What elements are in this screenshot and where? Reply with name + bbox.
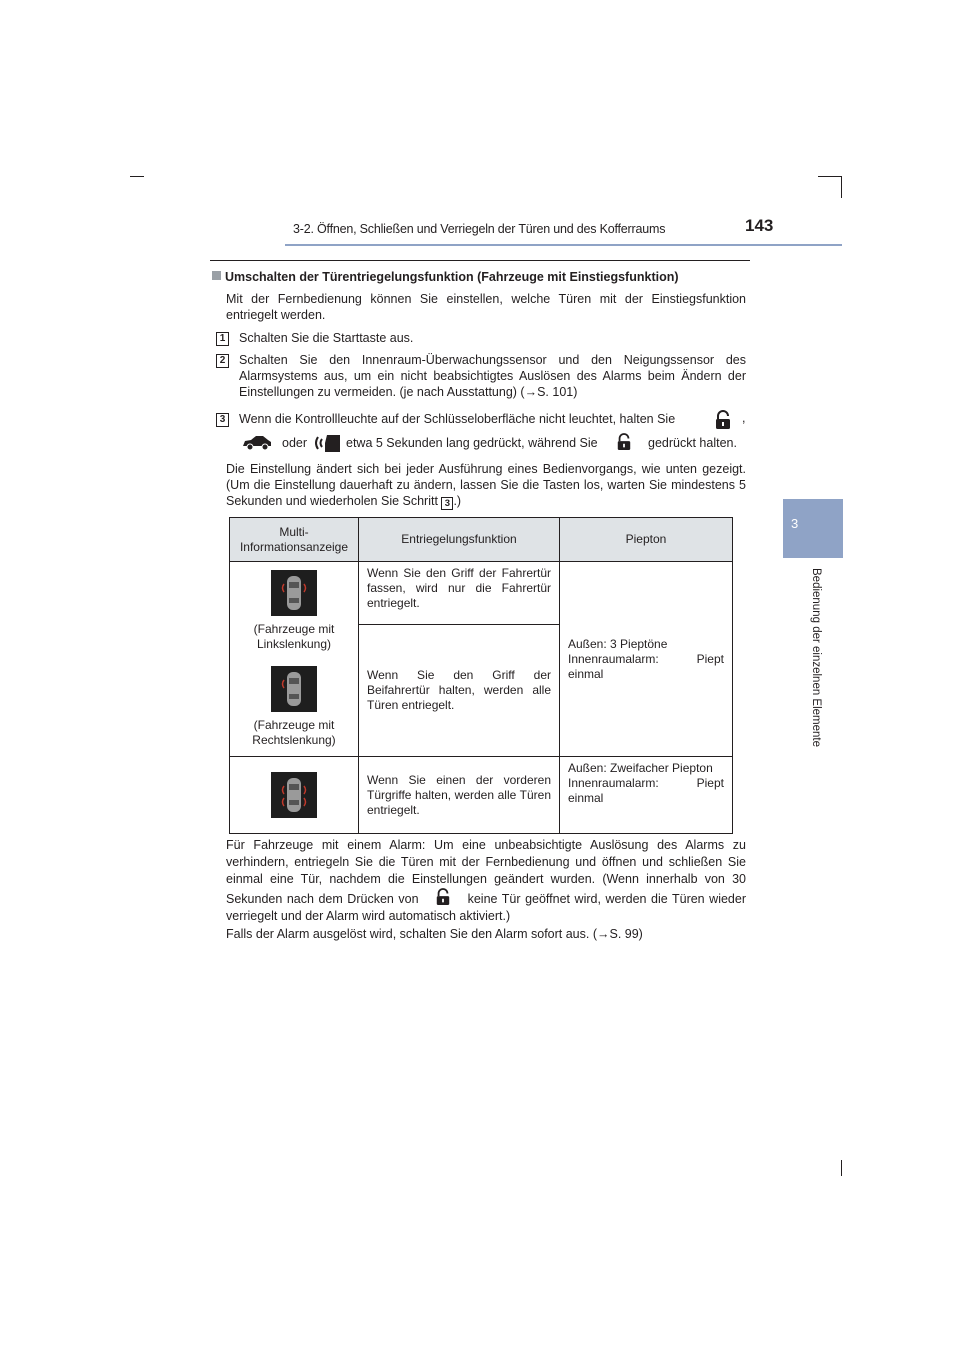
table-row [230,562,733,625]
step-number-1: 1 [216,332,229,346]
door-signal-icon [312,433,342,453]
beep-inside: Innenraumalarm: Piept einmal [568,776,724,805]
step-3-line2-end: gedrückt halten. [648,436,737,450]
setting-change-text-end: .) [453,494,462,508]
header-beep: Piepton [560,518,733,562]
function-front-doors: Wenn Sie einen der vorderen Türgriffe halten, werden alle Türen entriegelt. [359,757,560,834]
section-heading-text: Umschalten der Türentriegelungsfunktion (Fahrzeuge mit Einstiegsfunktion) [225,270,679,284]
beep-inside: Innenraumalarm: Piept einmal [568,651,724,681]
step-number-2: 2 [216,354,229,368]
section-heading [212,270,679,284]
step-number-3: 3 [216,413,229,427]
car-door-display-icon [271,570,317,616]
step-3-comma: , [742,411,746,425]
setting-change-text: Die Einstellung ändert sich bei jeder Ausführung eines Bedienvorgangs, wie unten gezeigt. (Um die Einstellung dauerhaft zu ändern, lassen Sie die Tasten los, warten Sie mindestens 5 Sekunden und wiederholen Sie Schritt [226,462,746,508]
lock-icon [714,410,732,430]
function-driver-door: Wenn Sie den Griff der Fahrertür fassen, wird nur die Fahrertür entriegelt. [359,562,560,625]
step-3-line2: etwa 5 Sekunden lang gedrückt, während Sie [346,436,598,450]
beep-cell-row2 [560,757,733,834]
section-rule [210,260,750,261]
chapter-number: 3 [791,516,799,531]
step-3-line1-text: Wenn die Kontrollleuchte auf der Schlüsseloberfläche nicht leuchtet, halten Sie [239,412,676,426]
running-header: 3-2. Öffnen, Schließen und Verriegeln der Türen und des Kofferraums [293,222,666,236]
beep-outside: Außen: Zweifacher Piepton [568,761,713,775]
step-2-text: Schalten Sie den Innenraum-Überwachungssensor und den Neigungssensor des Alarmsystems aus, um ein nicht beabsichtigtes Auslösen des Alarms beim Ändern der Einstellungen zu vermeiden. (je nach Ausstattung) (→S. 101) [239,353,746,399]
display-cell-lhd-rhd [230,562,359,757]
crop-mark-top-left [130,176,144,177]
chapter-tab[interactable] [783,499,843,558]
alarm-note-text: Für Fahrzeuge mit einem Alarm: Um eine unbeabsichtigte Auslösung des Alarms zu verhindern, entriegeln Sie die Türen mit der Fernbedienung und öffnen und schließen Sie einmal eine Tür, nachdem die Einstellungen geändert wurden. (Wenn innerhalb von 30 Sekunden nach dem Drücken von [226,838,746,906]
lock-icon [435,888,451,906]
function-passenger-door: Wenn Sie den Griff der Beifahrertür halten, werden alle Türen entriegelt. [359,624,560,756]
crop-mark-top-right [818,176,842,177]
display-cell-all-doors [230,757,359,834]
beep-cell-row1 [560,562,733,757]
page-number: 143 [745,216,774,235]
header-rule [285,244,842,246]
lock-icon [616,433,632,451]
alarm-triggered-note: Falls der Alarm ausgelöst wird, schalten Sie den Alarm sofort aus. (→S. 99) [226,927,643,941]
caption-lhd: (Fahrzeuge mit Linkslenkung) [253,622,335,651]
square-bullet-icon [212,271,221,280]
unlock-settings-table [229,517,733,834]
alarm-note-paragraph [226,837,746,925]
caption-rhd: (Fahrzeuge mit Rechtslenkung) [252,718,336,747]
table-header-row [230,518,733,562]
alarm-note-text-end: keine Tür geöffnet wird, werden die Türen wieder verriegelt und der Alarm wird automatisch aktiviert.) [226,892,746,923]
car-door-display-icon [271,666,317,712]
setting-change-paragraph [226,461,746,510]
chapter-title-vertical: Bedienung der einzelnen Elemente [810,568,822,748]
crop-mark-right-vertical [841,176,842,198]
table-row [230,757,733,834]
car-icon [241,434,273,452]
step-3-oder: oder [282,436,308,450]
header-display: Multi-Informationsanzeige [230,518,359,562]
step-reference-3: 3 [441,497,453,510]
car-door-display-icon [271,772,317,818]
step-1-text: Schalten Sie die Starttaste aus. [239,331,414,345]
header-unlock-function: Entriegelungsfunktion [359,518,560,562]
crop-mark-bottom-right [841,1160,842,1176]
intro-paragraph: Mit der Fernbedienung können Sie einstellen, welche Türen mit der Einstiegsfunktion entriegelt werden. [226,292,746,322]
step-3-line1 [239,411,699,427]
beep-outside: Außen: 3 Pieptöne [568,636,668,651]
